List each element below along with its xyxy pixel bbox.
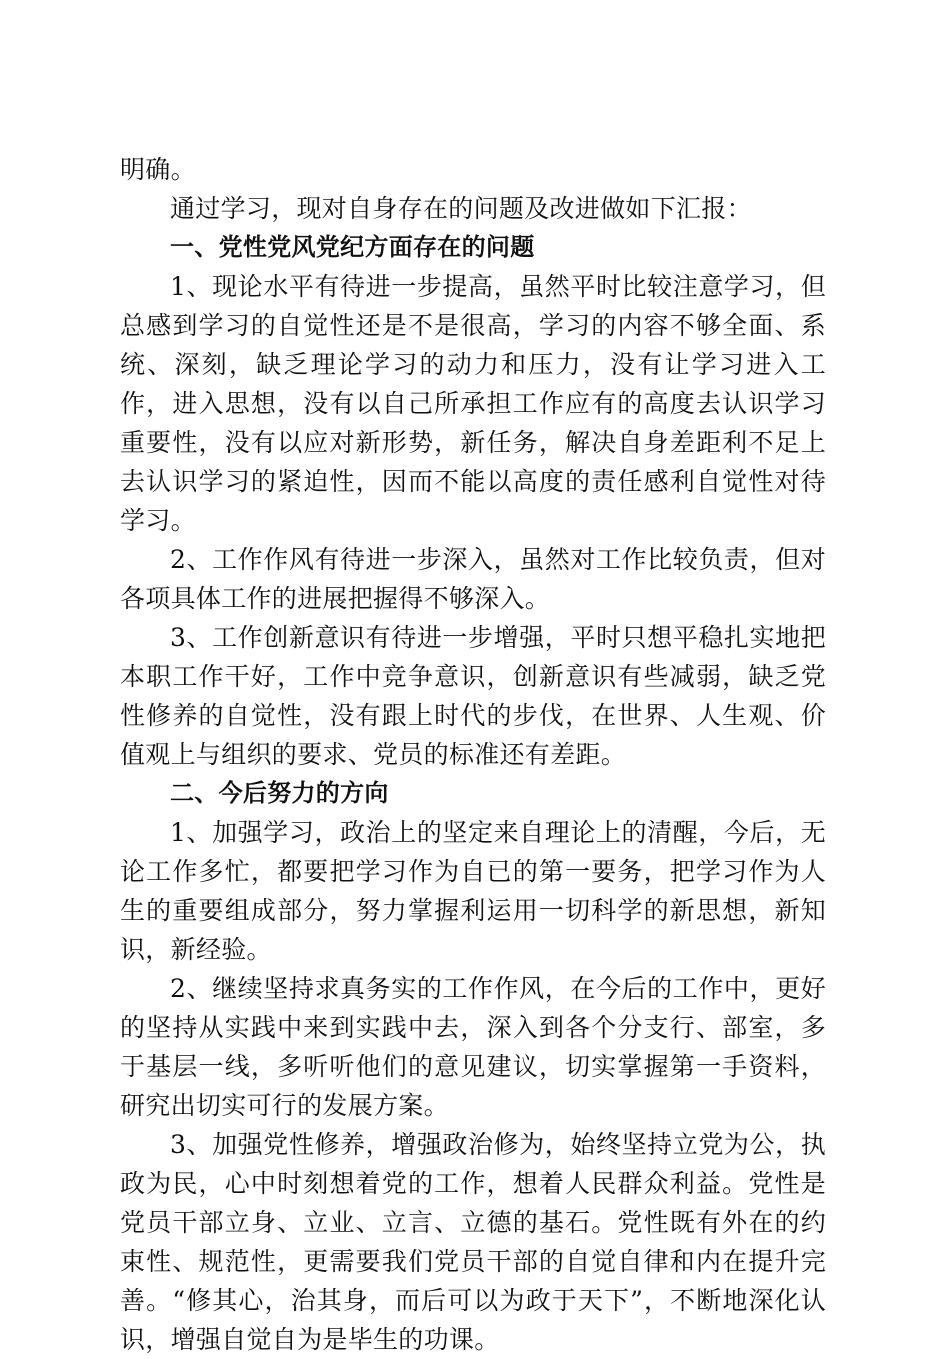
intro-paragraph: 通过学习，现对自身存在的问题及改进做如下汇报：: [170, 194, 752, 223]
section-heading-problems: 一、党性党风党纪方面存在的问题: [170, 233, 535, 261]
direction-item-3: 3、加强党性修养，增强政治修为，始终坚持立党为公，执政为民，心中时刻想着党的工作，想着人民群众利益。党性是党员干部立身、立业、立言、立德的基石。党性既有外在的约束性、规范性，更需要我们党员干部的自觉自律和内在提升完善。“修其心，治其身，而后可以为政于天下”，不断地深化认识，增强自觉自为是毕生的功课。: [120, 1130, 826, 1354]
document-body: [120, 150, 826, 1359]
problem-item-3: 3、工作创新意识有待进一步增强，平时只想平稳扎实地把本职工作干好，工作中竞争意识，创新意识有些减弱，缺乏党性修养的自觉性，没有跟上时代的步伐，在世界、人生观、价值观上与组织的要求、党员的标准还有差距。: [120, 623, 826, 769]
problem-item-2: 2、工作作风有待进一步深入，虽然对工作比较负责，但对各项具体工作的进展把握得不够深入。: [120, 545, 826, 613]
problem-item-1: 1、现论水平有待进一步提高，虽然平时比较注意学习，但总感到学习的自觉性还是不是很高，学习的内容不够全面、系统、深刻，缺乏理论学习的动力和压力，没有让学习进入工作，进入思想，没有以自己所承担工作应有的高度去认识学习重要性，没有以应对新形势，新任务，解决自身差距利不足上去认识学习的紧迫性，因而不能以高度的责任感利自觉性对待学习。: [120, 272, 826, 535]
continuation-paragraph: 明确。: [120, 155, 196, 184]
direction-item-2: 2、继续坚持求真务实的工作作风，在今后的工作中，更好的坚持从实践中来到实践中去，深入到各个分支行、部室，多于基层一线，多听听他们的意见建议，切实掌握第一手资料，研究出切实可行的发展方案。: [120, 974, 826, 1120]
direction-item-1: 1、加强学习，政治上的坚定来自理论上的清醒，今后，无论工作多忙，都要把学习作为自已的第一要务，把学习作为人生的重要组成部分，努力掌握利运用一切科学的新思想，新知识，新经验。: [120, 818, 826, 964]
section-heading-direction: 二、今后努力的方向: [170, 779, 389, 807]
